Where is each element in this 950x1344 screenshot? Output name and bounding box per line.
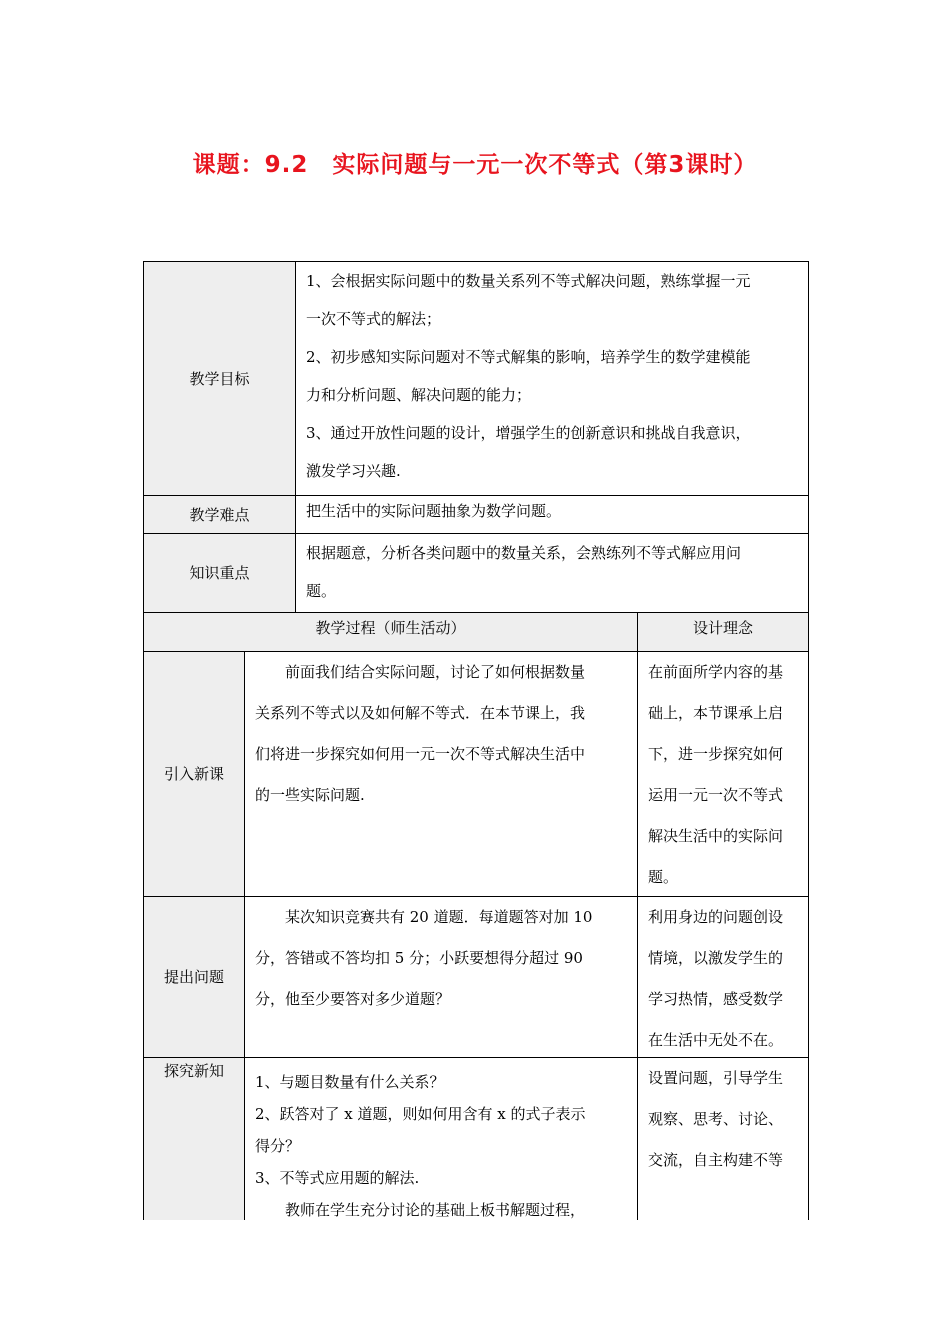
intro-line: 关系列不等式以及如何解不等式．在本节课上，我	[255, 704, 586, 722]
lesson-plan-table	[143, 261, 809, 1220]
key-points-line: 题。	[306, 582, 337, 600]
objectives-line: 1、会根据实际问题中的数量关系列不等式解决问题，熟练掌握一元	[306, 272, 751, 290]
intro-label-cell	[144, 652, 244, 896]
objectives-line: 3、通过开放性问题的设计，增强学生的创新意识和挑战自我意识，	[306, 424, 751, 442]
question-design-line: 情境，以激发学生的	[648, 949, 784, 967]
question-label: 提出问题	[163, 968, 224, 986]
question-design-line: 利用身边的问题创设	[648, 908, 784, 926]
intro-design-line: 题。	[648, 868, 679, 886]
key-points-label-cell	[144, 534, 295, 612]
objectives-line: 一次不等式的解法；	[306, 310, 442, 328]
intro-design-line: 运用一元一次不等式	[648, 786, 784, 804]
difficulty-label-cell	[144, 496, 295, 533]
key-points-label: 知识重点	[189, 564, 250, 582]
key-points-line: 根据题意，分析各类问题中的数量关系，会熟练列不等式解应用问	[306, 544, 742, 562]
design-header-cell	[638, 613, 808, 651]
intro-line: 的一些实际问题.	[255, 786, 365, 804]
explore-line: 教师在学生充分讨论的基础上板书解题过程，	[285, 1201, 586, 1219]
difficulty-text: 把生活中的实际问题抽象为数学问题。	[306, 502, 562, 520]
explore-design	[638, 1058, 808, 1181]
row-divider	[144, 495, 808, 496]
question-content	[245, 897, 637, 1020]
objectives-line: 2、初步感知实际问题对不等式解集的影响，培养学生的数学建模能	[306, 348, 751, 366]
design-header-label: 设计理念	[692, 619, 753, 637]
row-divider	[144, 533, 808, 534]
question-line: 分，答错或不答均扣 5 分；小跃要想得分超过 90	[255, 949, 583, 967]
objectives-line: 力和分析问题、解决问题的能力；	[306, 386, 532, 404]
intro-design-line: 下，进一步探究如何	[648, 745, 784, 763]
explore-label: 探究新知	[163, 1062, 224, 1080]
objectives-content	[296, 262, 808, 490]
explore-line: 2、跃答对了 x 道题，则如何用含有 x 的式子表示	[255, 1105, 586, 1123]
explore-design-line: 设置问题，引导学生	[648, 1069, 784, 1087]
explore-line: 3、不等式应用题的解法.	[255, 1169, 420, 1187]
row-divider	[144, 612, 808, 613]
intro-line: 们将进一步探究如何用一元一次不等式解决生活中	[255, 745, 586, 763]
objectives-line: 激发学习兴趣.	[306, 462, 401, 480]
question-design-line: 在生活中无处不在。	[648, 1031, 784, 1049]
difficulty-content	[296, 496, 808, 526]
intro-line: 前面我们结合实际问题，讨论了如何根据数量	[285, 663, 586, 681]
difficulty-label: 教学难点	[189, 505, 250, 524]
page-title: 课题：9.2 实际问题与一元一次不等式（第3课时）	[192, 152, 758, 178]
question-design	[638, 897, 808, 1061]
question-design-line: 学习热情，感受数学	[648, 990, 784, 1008]
key-points-content	[296, 534, 808, 610]
explore-content	[245, 1058, 637, 1226]
column-divider	[637, 613, 638, 1220]
column-divider	[244, 652, 245, 1220]
intro-design-line: 础上，本节课承上启	[648, 704, 784, 722]
intro-design	[638, 652, 808, 898]
explore-line: 1、与题目数量有什么关系？	[255, 1073, 445, 1091]
column-divider	[295, 262, 296, 613]
objectives-label-cell	[144, 262, 295, 495]
question-label-cell	[144, 897, 244, 1057]
objectives-label: 教学目标	[189, 369, 250, 388]
intro-design-line: 解决生活中的实际问	[648, 827, 784, 845]
explore-design-line: 交流，自主构建不等	[648, 1151, 784, 1169]
process-header-cell	[144, 613, 637, 651]
explore-label-cell	[144, 1058, 244, 1220]
question-line: 分，他至少要答对多少道题？	[255, 990, 451, 1008]
explore-line: 得分？	[255, 1137, 301, 1155]
intro-content	[245, 652, 637, 816]
explore-design-line: 观察、思考、讨论、	[648, 1110, 784, 1128]
question-line: 某次知识竞赛共有 20 道题．每道题答对加 10	[285, 908, 593, 926]
intro-design-line: 在前面所学内容的基	[648, 663, 784, 681]
process-header-label: 教学过程（师生活动）	[315, 619, 466, 637]
intro-label: 引入新课	[163, 765, 224, 783]
